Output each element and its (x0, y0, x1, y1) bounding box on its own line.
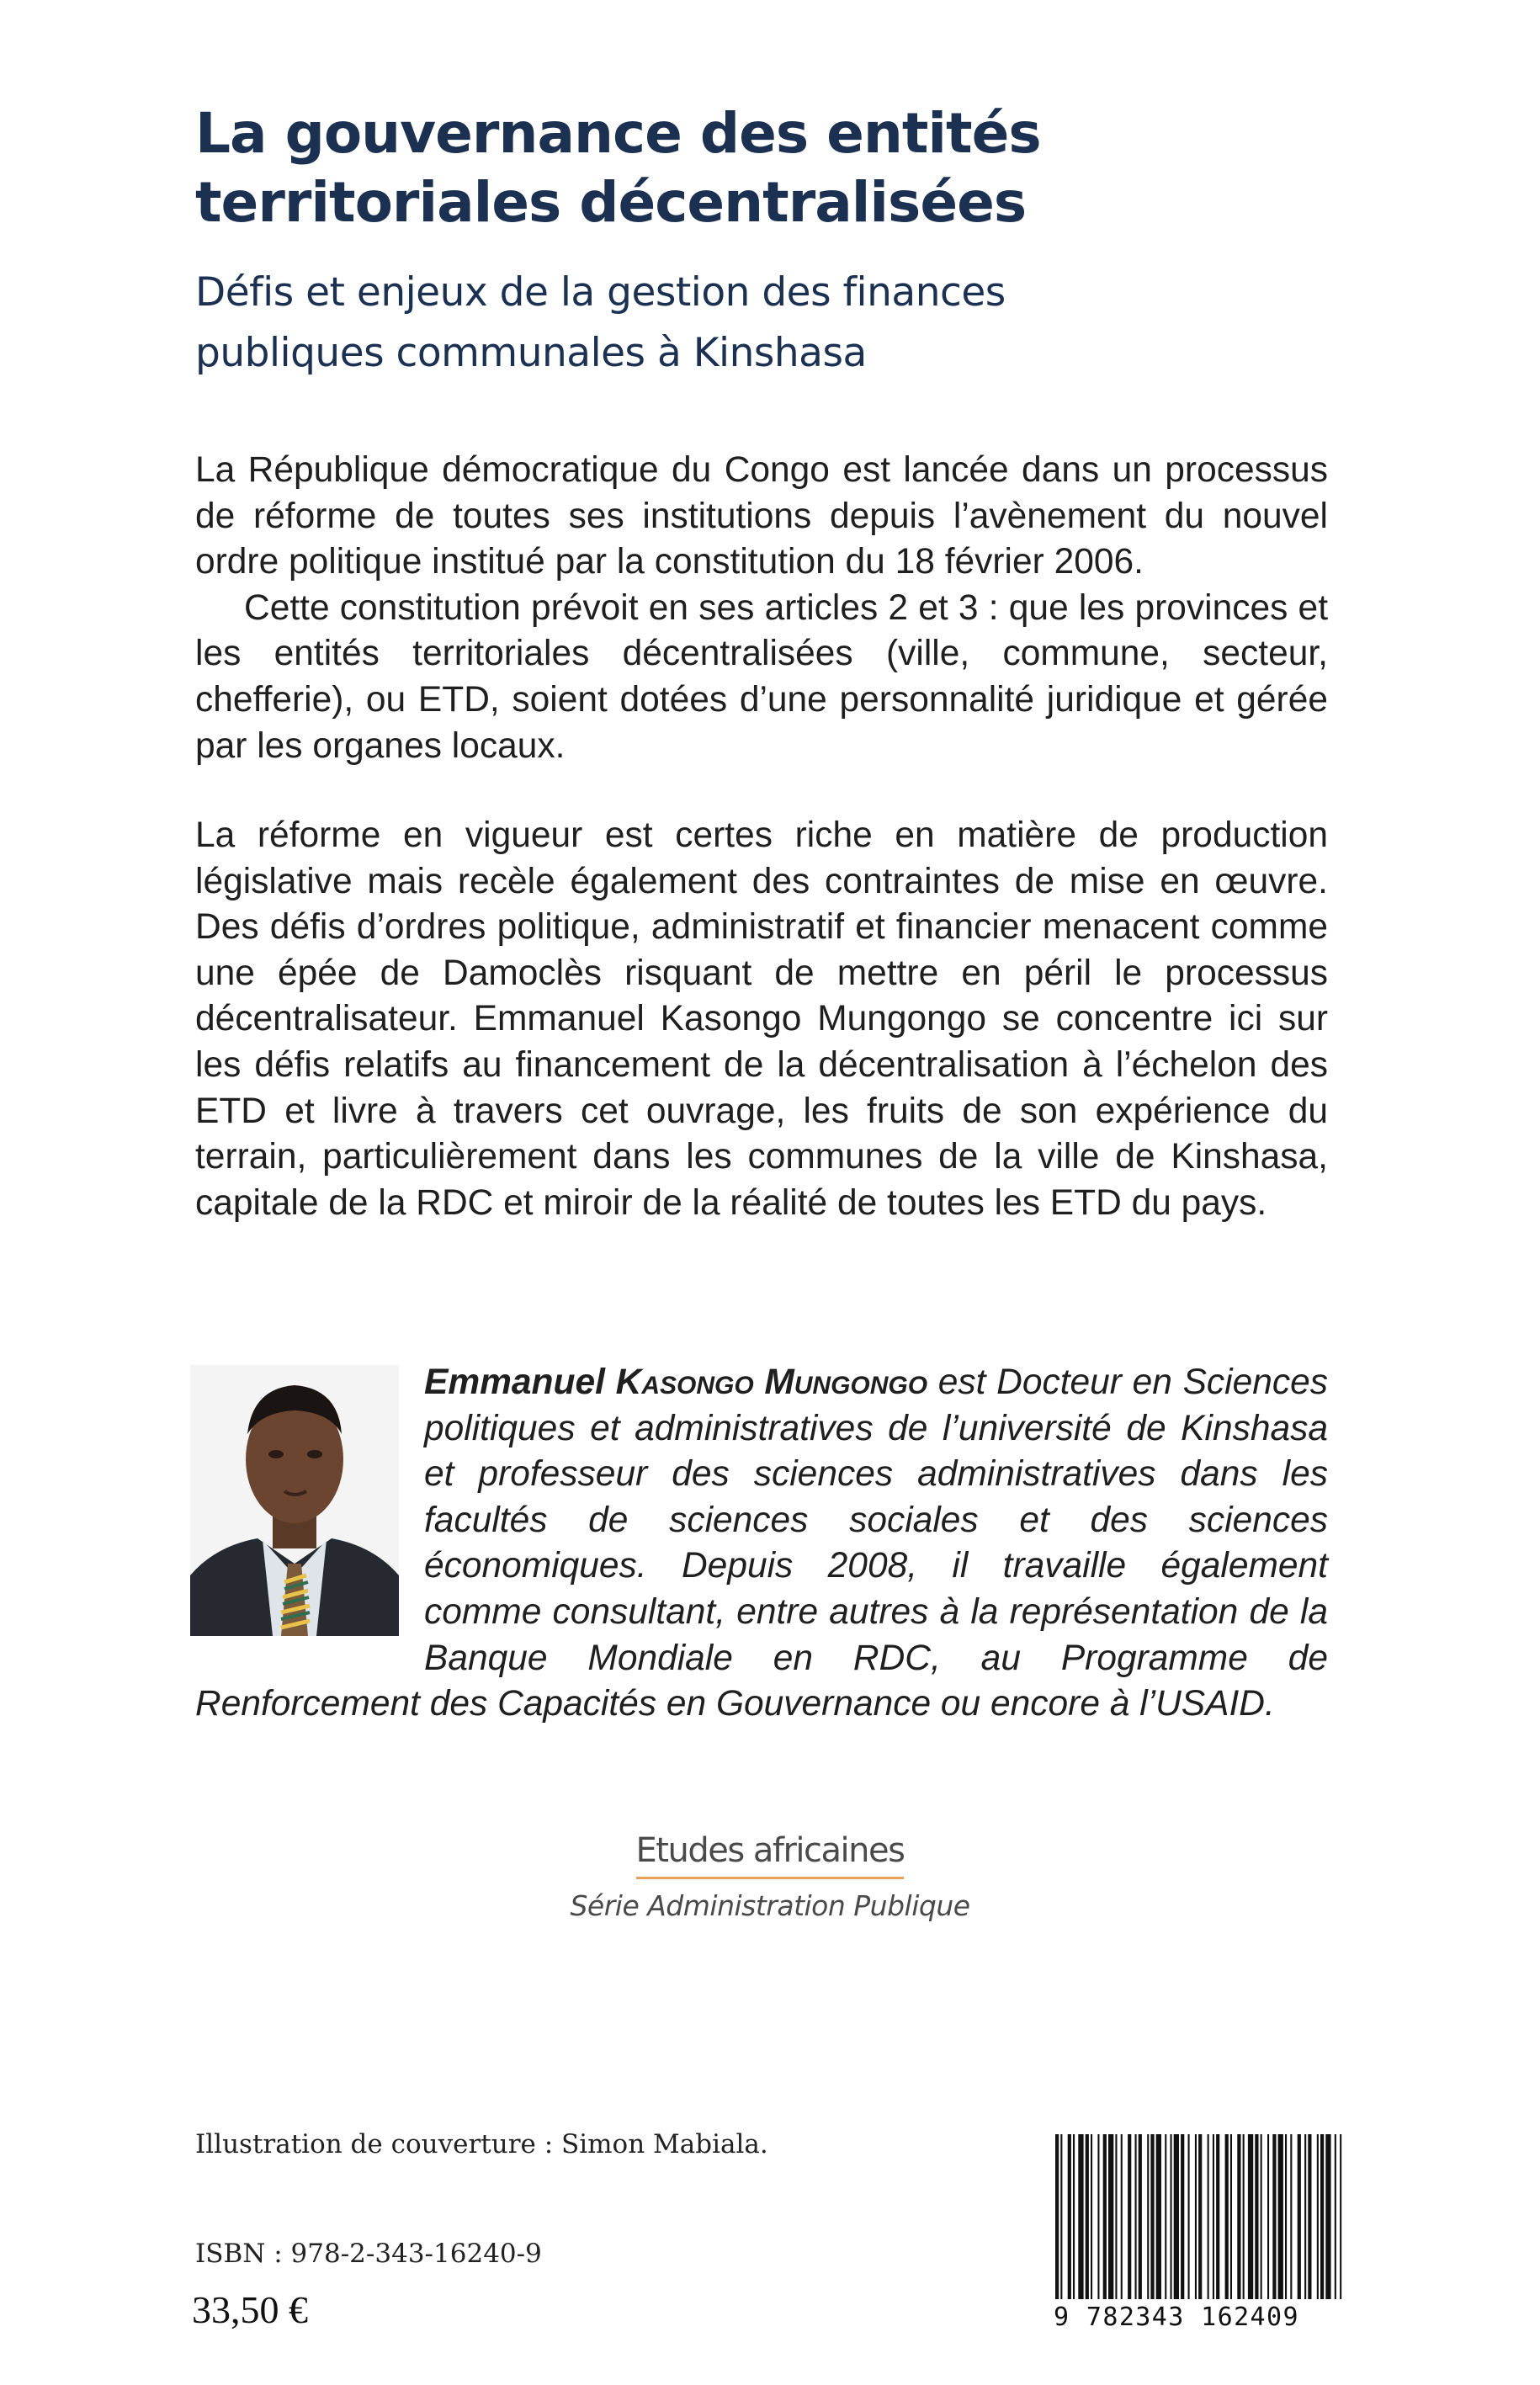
barcode-bar (1103, 2134, 1107, 2299)
barcode-bar (1237, 2134, 1240, 2299)
barcode-bar (1213, 2134, 1214, 2299)
barcode-bar (1091, 2134, 1092, 2299)
barcode-bar (1174, 2134, 1179, 2299)
subtitle-line-2: publiques communales à Kinshasa (195, 330, 867, 376)
barcode-bar (1317, 2134, 1319, 2299)
barcode-bar (1060, 2134, 1062, 2299)
barcode-bar (1147, 2134, 1149, 2299)
barcode-bar (1128, 2134, 1131, 2299)
barcode-digits: 9 782343 162409 (1054, 2303, 1299, 2332)
barcode-bar (1073, 2134, 1075, 2299)
summary-paragraph-1: La République démocratique du Congo est lancée dans un processus de réforme de toutes ses institutions depuis l’avènement du nouvel ordre politique institué par la constitution du 18 février 2006. (195, 450, 1328, 582)
barcode-bar (1135, 2134, 1137, 2299)
barcode-bar (1230, 2134, 1232, 2299)
barcode-bar (1216, 2134, 1219, 2299)
series-block (0, 1831, 1540, 1922)
barcode-bar (1055, 2134, 1059, 2299)
isbn: ISBN : 978-2-343-16240-9 (195, 2239, 542, 2269)
title-line-2: territoriales décentralisées (195, 170, 1027, 235)
barcode-bar (1198, 2134, 1202, 2299)
barcode-bar (1097, 2134, 1099, 2299)
author-first-name: Emmanuel (424, 1362, 605, 1402)
author-name (424, 1362, 927, 1402)
barcode-bar (1208, 2134, 1209, 2299)
author-photo (190, 1365, 399, 1636)
barcode-bar (1108, 2134, 1113, 2299)
barcode-bar (1078, 2134, 1083, 2299)
barcode-bar (1181, 2134, 1184, 2299)
summary-paragraph-2: Cette constitution prévoit en ses articles 2 et 3 : que les provinces et les entités territoriales décentralisées (ville, commune, secteur, chefferie), ou ETD, soient dotées d’une personnalité juridique et gérée par les organes locaux. (195, 587, 1328, 766)
barcode-bar (1243, 2134, 1245, 2299)
barcode-bar (1188, 2134, 1190, 2299)
barcode-bar (1335, 2134, 1336, 2299)
barcode-bar (1139, 2134, 1142, 2299)
barcode-bar (1278, 2134, 1283, 2299)
book-title (195, 99, 1390, 237)
barcode-bar (1304, 2134, 1306, 2299)
series-name: Etudes africaines (636, 1831, 905, 1879)
barcode-bar (1290, 2134, 1292, 2299)
barcode-bar (1285, 2134, 1287, 2299)
barcode-bar (1248, 2134, 1253, 2299)
barcode-bar (1255, 2134, 1258, 2299)
barcode-bar (1267, 2134, 1269, 2299)
author-bio-text: est Docteur en Sciences politiques et administratives de l’université de Kinshasa et professeur des sciences administratives dans les facultés de sciences sociales et des sciences économiques. Depuis 2008, il travaille également comme consultant, entre autres à la représentation de la Banque Mondiale en RDC, au Programme de Renforcement des Capacités en Gouvernance ou encore à l’USAID. (195, 1362, 1329, 1724)
price: 33,50 € (192, 2288, 308, 2331)
subtitle-line-1: Défis et enjeux de la gestion des finances (195, 269, 1006, 316)
summary-section-2 (195, 813, 1328, 1226)
barcode-bar (1225, 2134, 1229, 2299)
barcode-bar (1068, 2134, 1071, 2299)
barcode-bar (1340, 2134, 1341, 2299)
summary-paragraph-3: La réforme en vigueur est certes riche en matière de production législative mais recèle également des contraintes de mise en œuvre. Des défis d’ordres politique, administratif et financier menacent comme une épée de Damoclès risquant de mettre en péril le processus décentralisateur. Emmanuel Kasongo Mungongo se concentre ici sur les défis relatifs au financement de la décentralisation à l’échelon des ETD et livre à travers cet ouvrage, les fruits de son expérience du terrain, particulièrement dans les communes de la ville de Kinshasa, capitale de la RDC et miroir de la réalité de toutes les ETD du pays. (195, 815, 1328, 1223)
barcode-bar (1165, 2134, 1166, 2299)
barcode-bar (1325, 2134, 1330, 2299)
book-subtitle (195, 263, 1390, 384)
barcode-bar (1086, 2134, 1089, 2299)
series-subseries: Série Administration Publique (570, 1889, 970, 1922)
barcode-bar (1150, 2134, 1154, 2299)
barcode-bar (1115, 2134, 1117, 2299)
barcode-bar (1272, 2134, 1276, 2299)
barcode-bar (1171, 2134, 1172, 2299)
author-section (195, 1360, 1328, 1728)
title-line-1: La gouvernance des entités (195, 101, 1041, 166)
barcode-bar (1195, 2134, 1197, 2299)
illustration-credit: Illustration de couverture : Simon Mabiala. (195, 2129, 768, 2159)
barcode-bar (1298, 2134, 1301, 2299)
summary-section-1 (195, 448, 1328, 769)
barcode-bar (1156, 2134, 1161, 2299)
barcode-bar (1121, 2134, 1123, 2299)
barcode-bar (1261, 2134, 1262, 2299)
author-last-name: Kasongo Mungongo (615, 1362, 928, 1402)
barcode-bar (1320, 2134, 1324, 2299)
barcode-bar (1308, 2134, 1311, 2299)
